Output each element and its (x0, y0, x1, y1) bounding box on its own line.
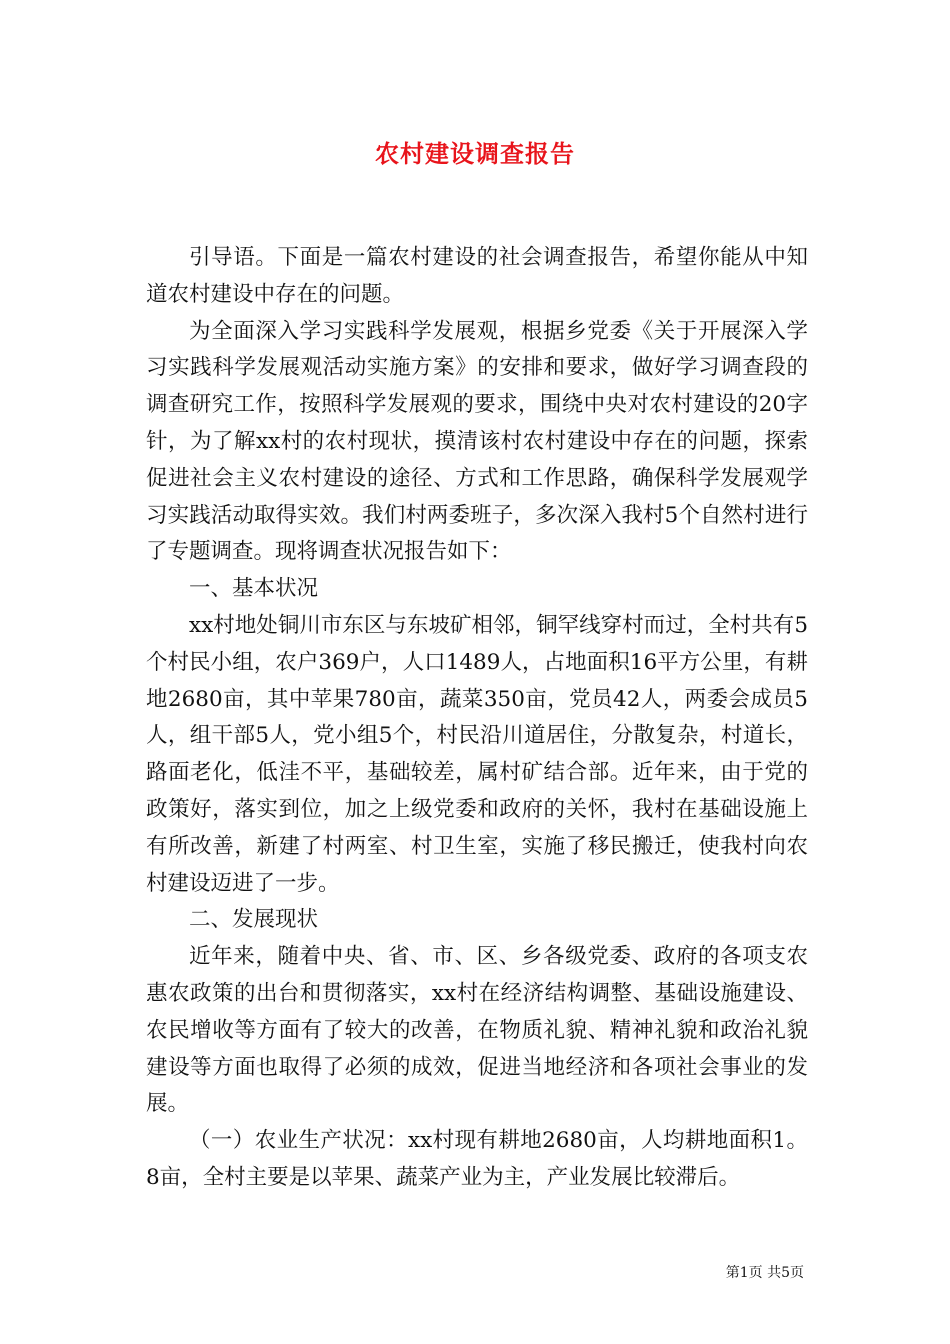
paragraph-basic-status: xx村地处铜川市东区与东坡矿相邻，铜罕线穿村而过，全村共有5个村民小组，农户369户，人口1489人，占地面积16平方公里，有耕地2680亩，其中苹果780亩，蔬菜350亩，党员42人，两委会成员5人，组干部5人，党小组5个，村民沿川道居住，分散复杂，村道长，路面老化，低洼不平，基础较差，属村矿结合部。近年来，由于党的政策好，落实到位，加之上级党委和政府的关怀，我村在基础设施上有所改善，新建了村两室、村卫生室，实施了移民搬迁，使我村向农村建设迈进了一步。 (146, 612, 808, 896)
paragraph-background: 为全面深入学习实践科学发展观，根据乡党委《关于开展深入学习实践科学发展观活动实施方案》的安排和要求，做好学习调查段的调查研究工作，按照科学发展观的要求，围绕中央对农村建设的20字针，为了解xx村的农村现状，摸清该村农村建设中存在的问题，探索促进社会主义农村建设的途径、方式和工作思路，确保科学发展观学习实践活动取得实效。我们村两委班子，多次深入我村5个自然村进行了专题调查。现将调查状况报告如下： (146, 318, 808, 565)
document-body (146, 240, 808, 1197)
paragraph-agriculture: （一）农业生产状况：xx村现有耕地2680亩，人均耕地面积1。8亩，全村主要是以苹果、蔬菜产业为主，产业发展比较滞后。 (146, 1128, 808, 1190)
paragraph-intro: 引导语。下面是一篇农村建设的社会调查报告，希望你能从中知道农村建设中存在的问题。 (146, 245, 808, 307)
section-heading-basic: 一、基本状况 (189, 576, 319, 602)
section-heading-development: 二、发展现状 (189, 907, 319, 933)
document-title: 农村建设调查报告 (375, 139, 575, 168)
page-number: 第1页 共5页 (725, 1265, 804, 1281)
paragraph-development: 近年来，随着中央、省、市、区、乡各级党委、政府的各项支农惠农政策的出台和贯彻落实，xx村在经济结构调整、基础设施建设、农民增收等方面有了较大的改善，在物质礼貌、精神礼貌和政治礼貌建设等方面也取得了必须的成效，促进当地经济和各项社会事业的发展。 (146, 944, 808, 1117)
